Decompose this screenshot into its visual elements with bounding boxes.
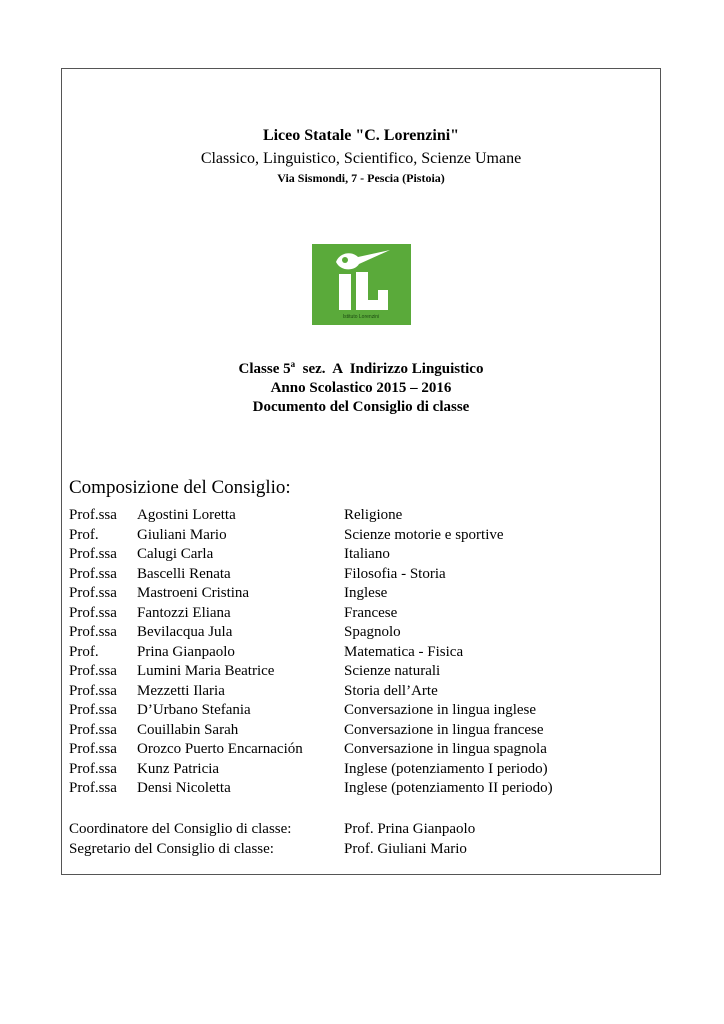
member-name: D’Urbano Stefania [137,702,251,718]
member-subject: Storia dell’Arte [344,682,438,699]
member-row [69,643,649,663]
member-subject: Religione [344,507,403,523]
member-row [69,701,649,721]
member-name: Bascelli Renata [137,565,231,582]
member-subject: Conversazione in lingua spagnola [344,741,547,757]
member-title: Prof.ssa [69,663,117,679]
member-subject: Scienze naturali [344,663,441,679]
school-types: Classico, Linguistico, Scientifico, Scienze Umane [200,150,522,167]
member-subject: Matematica - Fisica [344,643,464,660]
member-name: Orozco Puerto Encarnación [137,741,303,757]
member-name: Mezzetti Ilaria [137,682,225,699]
member-title: Prof.ssa [69,682,117,699]
member-row [69,779,649,799]
member-title: Prof.ssa [69,624,117,640]
member-subject: Italiano [344,546,390,562]
member-row [69,740,649,760]
member-subject: Conversazione in lingua inglese [344,702,537,718]
member-name: Giuliani Mario [137,526,227,543]
coordinator-label: Coordinatore del Consiglio di classe: [69,821,292,837]
coordinator-row [69,819,649,839]
council-roles [69,819,649,859]
member-subject: Francese [344,604,398,621]
member-subject: Inglese (potenziamento II periodo) [344,780,553,796]
secretary-row [69,839,649,859]
member-name: Fantozzi Eliana [137,604,231,621]
document-title: Documento del Consiglio di classe [252,399,470,415]
member-row [69,565,649,585]
member-row [69,623,649,643]
member-name: Kunz Patricia [137,760,220,777]
member-subject: Scienze motorie e sportive [344,526,504,543]
school-logo [312,244,411,325]
member-title: Prof.ssa [69,741,117,757]
member-subject: Filosofia - Storia [344,565,446,582]
council-members-list [69,506,649,799]
council-heading: Composizione del Consiglio: [69,477,291,498]
member-title: Prof.ssa [69,546,117,562]
logo-caption: Istituto Lorenzini [342,314,380,320]
member-title: Prof.ssa [69,565,117,582]
member-row [69,760,649,780]
member-name: Agostini Loretta [137,507,236,523]
member-title: Prof. [69,526,99,543]
member-title: Prof.ssa [69,780,117,796]
member-name: Prina Gianpaolo [137,643,235,660]
member-row [69,682,649,702]
member-name: Calugi Carla [137,546,214,562]
school-address: Via Sismondi, 7 - Pescia (Pistoia) [277,171,445,185]
member-row [69,506,649,526]
member-name: Mastroeni Cristina [137,585,250,601]
member-title: Prof. [69,643,99,660]
member-title: Prof.ssa [69,604,117,621]
member-subject: Conversazione in lingua francese [344,721,544,738]
member-name: Couillabin Sarah [137,721,239,738]
member-title: Prof.ssa [69,760,117,777]
member-row [69,584,649,604]
member-name: Bevilacqua Jula [137,624,233,640]
member-row [69,545,649,565]
member-title: Prof.ssa [69,585,117,601]
member-row [69,662,649,682]
member-name: Densi Nicoletta [137,780,231,796]
secretary-label: Segretario del Consiglio di classe: [69,841,274,857]
member-row [69,526,649,546]
school-name: Liceo Statale "C. Lorenzini" [262,127,460,144]
member-title: Prof.ssa [69,507,117,523]
member-row [69,721,649,741]
member-subject: Inglese (potenziamento I periodo) [344,760,548,777]
secretary-value: Prof. Giuliani Mario [344,841,467,857]
coordinator-value: Prof. Prina Gianpaolo [344,821,476,837]
member-row [69,604,649,624]
member-subject: Inglese [344,585,388,601]
member-name: Lumini Maria Beatrice [137,663,275,679]
class-heading: Classe 5$^a$ sez. A Indirizzo Linguistico [238,359,484,377]
member-title: Prof.ssa [69,702,117,718]
school-year: Anno Scolastico 2015 – 2016 [270,380,452,396]
member-title: Prof.ssa [69,721,117,738]
member-subject: Spagnolo [344,624,401,640]
